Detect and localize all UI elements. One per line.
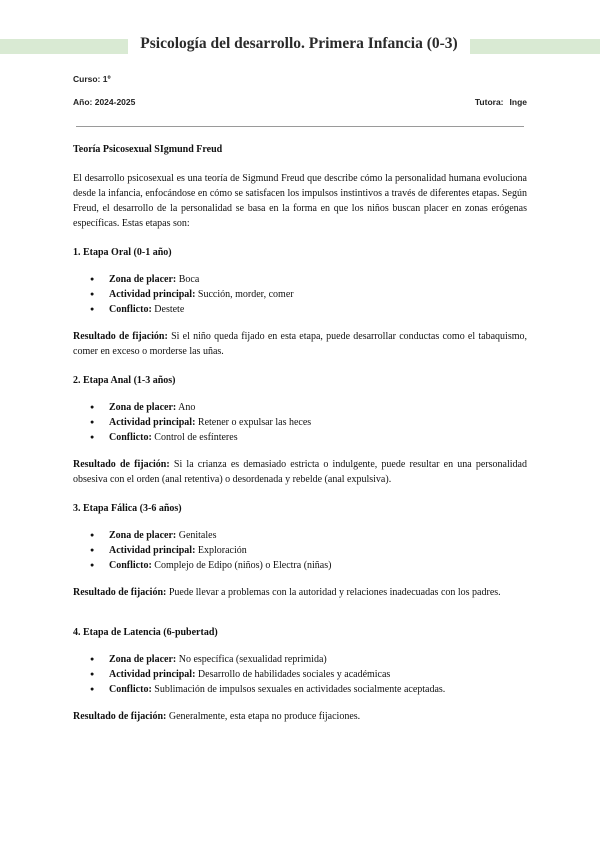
document-title: Psicología del desarrollo. Primera Infancia (0-3) (140, 35, 458, 52)
stage-list (73, 272, 527, 317)
title-band-right (470, 39, 600, 54)
stage-list (73, 528, 527, 573)
stage-title: 4. Etapa de Latencia (6-pubertad) (73, 627, 218, 638)
result-text: Generalmente, esta etapa no produce fijaciones. (168, 711, 361, 722)
item-value: No específica (sexualidad reprimida) (178, 654, 327, 665)
year-label: Año: 2024-2025 (73, 97, 136, 107)
stage-title: 1. Etapa Oral (0-1 año) (73, 247, 172, 258)
item-label: Actividad principal: (109, 545, 196, 556)
list-item (73, 302, 527, 317)
item-value: Control de esfínteres (154, 432, 238, 443)
document-body (73, 142, 527, 724)
list-item (73, 652, 527, 667)
stage-title: 3. Etapa Fálica (3-6 años) (73, 503, 182, 514)
item-value: Exploración (197, 545, 247, 556)
tutor-label: Tutora: (474, 97, 504, 107)
item-value: Sublimación de impulsos sexuales en actividades socialmente aceptadas. (154, 684, 446, 695)
course-label: Curso: 1º (73, 74, 111, 84)
tutor-info (475, 97, 527, 107)
fixation-result (73, 585, 527, 600)
section-title: Teoría Psicosexual SIgmund Freud (73, 144, 223, 155)
tutor-name: Inge (509, 97, 527, 107)
item-label: Conflicto: (109, 304, 152, 315)
fixation-result (73, 709, 527, 724)
list-item (73, 682, 527, 697)
list-item (73, 543, 527, 558)
list-item (73, 400, 527, 415)
list-item (73, 667, 527, 682)
fixation-result (73, 329, 527, 359)
list-item (73, 287, 527, 302)
list-item (73, 528, 527, 543)
item-value: Desarrollo de habilidades sociales y académicas (197, 669, 391, 680)
item-label: Zona de placer: (109, 402, 177, 413)
item-value: Destete (154, 304, 185, 315)
result-text: Puede llevar a problemas con la autoridad y relaciones inadecuadas con los padres. (168, 587, 501, 598)
list-item (73, 272, 527, 287)
result-text: Si la crianza es demasiado estricta o indulgente, puede resultar en una personalidad obsesiva con el orden (anal retentiva) o desordenada y rebelde (anal expulsiva). (73, 459, 527, 485)
stage-list (73, 400, 527, 445)
result-label: Resultado de fijación: (73, 331, 168, 342)
intro-paragraph: El desarrollo psicosexual es una teoría de Sigmund Freud que describe cómo la personalidad humana evoluciona desde la infancia, enfocándose en cómo se satisfacen los impulsos instintivos a través de diferentes etapas. Según Freud, el desarrollo de la personalidad se basa en la forma en que los niños buscan placer en zonas erógenas específicas. Estas etapas son: (73, 173, 527, 229)
item-label: Zona de placer: (109, 654, 177, 665)
list-item (73, 415, 527, 430)
item-value: Succión, morder, comer (197, 289, 294, 300)
item-label: Zona de placer: (109, 530, 177, 541)
item-label: Conflicto: (109, 432, 152, 443)
item-value: Retener o expulsar las heces (197, 417, 312, 428)
item-label: Conflicto: (109, 684, 152, 695)
list-item (73, 430, 527, 445)
stage-list (73, 652, 527, 697)
item-label: Conflicto: (109, 560, 152, 571)
item-value: Complejo de Edipo (niños) o Electra (niñas) (154, 560, 332, 571)
item-label: Actividad principal: (109, 417, 196, 428)
item-value: Genitales (178, 530, 217, 541)
title-band-left (0, 39, 128, 54)
item-value: Boca (178, 274, 200, 285)
item-value: Ano (178, 402, 196, 413)
result-text: Si el niño queda fijado en esta etapa, puede desarrollar conductas como el tabaquismo, comer en exceso o morderse las uñas. (73, 331, 527, 357)
item-label: Actividad principal: (109, 669, 196, 680)
fixation-result (73, 457, 527, 487)
result-label: Resultado de fijación: (73, 711, 167, 722)
header-divider (76, 126, 524, 127)
list-item (73, 558, 527, 573)
stage-title: 2. Etapa Anal (1-3 años) (73, 375, 176, 386)
item-label: Actividad principal: (109, 289, 196, 300)
item-label: Zona de placer: (109, 274, 177, 285)
result-label: Resultado de fijación: (73, 459, 170, 470)
result-label: Resultado de fijación: (73, 587, 167, 598)
